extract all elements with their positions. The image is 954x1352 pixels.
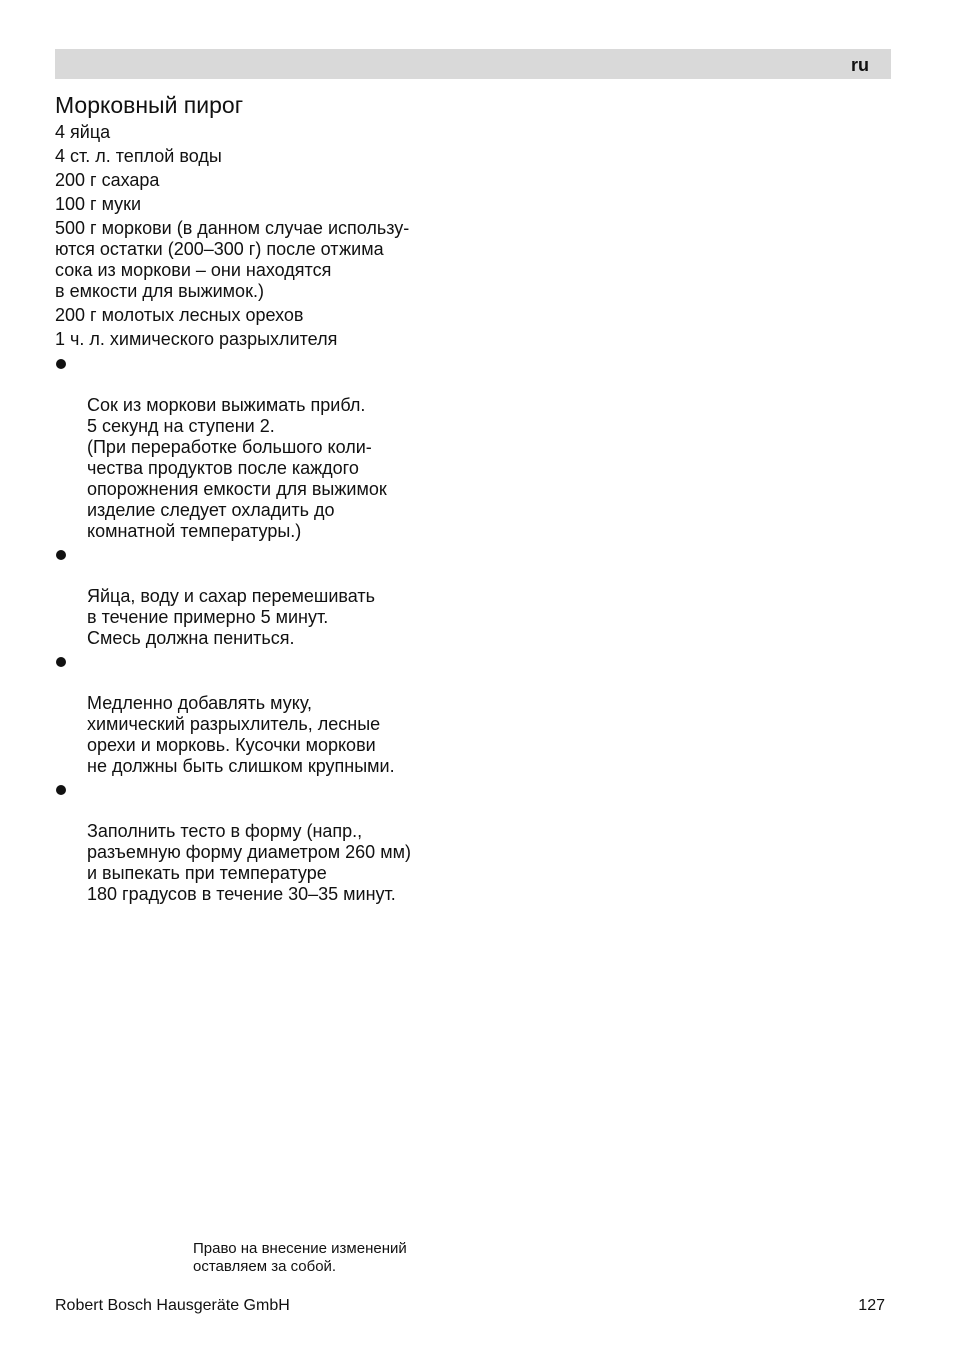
recipe-title: Морковный пирог: [55, 92, 244, 118]
ingredients-list: [55, 122, 475, 350]
step-text: Сок из моркови выжимать прибл. 5 секунд на ступени 2. (При переработке большого коли- чества продуктов после каждого опорожнения емкости для выжимок изделие следует охладить до комнатной температуры.): [87, 395, 387, 541]
language-header-bar: [55, 49, 891, 79]
ingredient-item: 200 г молотых лесных орехов: [55, 305, 304, 325]
language-code: ru: [851, 55, 869, 75]
instruction-steps: [55, 353, 475, 905]
footer-company: Robert Bosch Hausgeräte GmbH: [55, 1297, 290, 1314]
ingredient-item: 200 г сахара: [55, 170, 160, 190]
ingredient-item: 1 ч. л. химического разрыхлителя: [55, 329, 338, 349]
ingredient-item: 500 г моркови (в данном случае использу- ются остатки (200–300 г) после отжима сока из моркови – они находятся в емкости для выжимок.): [55, 218, 410, 301]
step-text: Медленно добавлять муку, химический разрыхлитель, лесные орехи и морковь. Кусочки моркови не должны быть слишком крупными.: [87, 693, 395, 776]
instruction-step: [55, 353, 475, 542]
bullet-icon: [56, 550, 66, 560]
bullet-icon: [56, 359, 66, 369]
bullet-icon: [56, 785, 66, 795]
bullet-icon: [56, 657, 66, 667]
ingredient-item: 4 ст. л. теплой воды: [55, 146, 222, 166]
recipe-section: [55, 90, 475, 907]
ingredient-item: 100 г муки: [55, 194, 142, 214]
step-text: Яйца, воду и сахар перемешивать в течение примерно 5 минут. Смесь должна пениться.: [87, 586, 375, 648]
instruction-step: [55, 651, 475, 777]
ingredient-item: 4 яйца: [55, 122, 111, 142]
disclaimer-note: Право на внесение изменений оставляем за собой.: [193, 1240, 407, 1275]
page-number: 127: [858, 1297, 885, 1314]
instruction-step: [55, 544, 475, 649]
instruction-step: [55, 779, 475, 905]
step-text: Заполнить тесто в форму (напр., разъемную форму диаметром 260 мм) и выпекать при температуре 180 градусов в течение 30–35 минут.: [87, 821, 411, 904]
